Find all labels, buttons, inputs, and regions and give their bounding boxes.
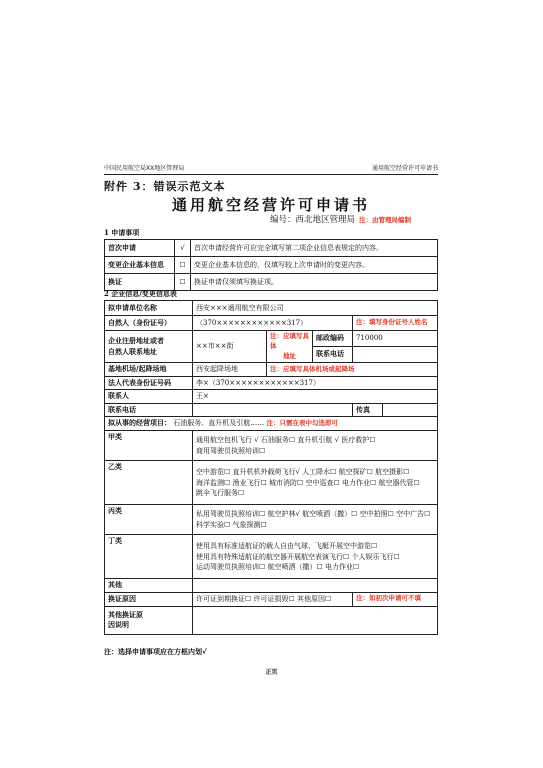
option-line[interactable]: 空中游览☐ 直升机机外载荷飞行√ 人工降水☐ 航空探矿☐ 航空摄影☐ bbox=[196, 468, 410, 476]
table-row bbox=[105, 331, 438, 347]
contact-label: 联系人 bbox=[105, 390, 193, 404]
other-label: 其他 bbox=[105, 579, 193, 593]
section2-title: 2 企业信息/变更信息表 bbox=[104, 289, 177, 298]
table-row bbox=[105, 316, 438, 331]
item-text: 变更企业基本信息的，仅填写较上次申请时的变更内容。 bbox=[191, 257, 438, 274]
legal-label: 法人代表身份证号码 bbox=[105, 376, 193, 390]
document-number-note: 注：由管理局编制 bbox=[359, 216, 412, 224]
class-a-label: 甲类 bbox=[105, 431, 193, 461]
table-row bbox=[105, 376, 438, 390]
renew-label: 换证原因 bbox=[105, 592, 193, 606]
item-label: 换证 bbox=[105, 274, 175, 291]
scope-row bbox=[105, 417, 438, 431]
item-checkbox[interactable]: ☐ bbox=[175, 274, 191, 291]
table-row bbox=[105, 257, 438, 274]
address-note-line: 地址 bbox=[283, 351, 296, 360]
person-label: 自然人（身份证号） bbox=[105, 316, 193, 331]
applicant-label: 拟申请单位名称 bbox=[105, 301, 193, 316]
class-d-label: 丁类 bbox=[105, 535, 193, 579]
table-row bbox=[105, 606, 438, 634]
option-line[interactable]: 通用航空包机飞行 √ 石油服务☐ 直升机引航 √ 医疗救护☐ bbox=[196, 436, 376, 445]
scope-value[interactable]: 石油服务、直升机及引航…… bbox=[173, 419, 265, 428]
item-text: 首次申请经营许可应完全填写第二项企业信息表规定的内容。 bbox=[191, 240, 438, 257]
address-label bbox=[105, 331, 193, 363]
table-row bbox=[105, 535, 438, 579]
renew-options[interactable]: 许可证到期换证☐ 许可证损毁☐ 其他原因☐ bbox=[193, 592, 353, 606]
table-row bbox=[105, 431, 438, 461]
enterprise-info-table bbox=[104, 300, 438, 635]
application-items-table bbox=[104, 239, 438, 291]
address-note-line: 注：应填写具体 bbox=[270, 332, 309, 350]
class-b-label: 乙类 bbox=[105, 461, 193, 505]
section1-title: 1 申请事项 bbox=[104, 228, 140, 237]
person-value[interactable]: （370××××××××××××317） bbox=[193, 316, 353, 331]
class-c-options[interactable] bbox=[193, 505, 438, 535]
option-line[interactable]: 私用驾驶员执照培训☐ 航空护林√ 航空喷洒（撒）☐ 空中拍照☐ 空中广告☐ bbox=[196, 510, 431, 519]
renew-note: 注：如初次申请可不填 bbox=[353, 592, 438, 606]
table-row bbox=[105, 363, 438, 377]
phone-value[interactable] bbox=[353, 347, 438, 363]
contact-phone-value[interactable] bbox=[193, 403, 353, 417]
base-label: 基地机场/起降场地 bbox=[105, 363, 193, 377]
scope-note: 注：只需在表中勾选即可 bbox=[266, 419, 338, 428]
renew-other-value[interactable] bbox=[193, 606, 438, 634]
item-checkbox[interactable]: √ bbox=[175, 240, 191, 257]
option-line[interactable]: 使用具有标准适航证的载人自由气球、飞艇开展空中游览☐ bbox=[196, 542, 378, 550]
header-left: 中国民用航空局XX地区管理局 bbox=[104, 165, 185, 172]
option-line[interactable]: 跳伞飞行服务☐ bbox=[196, 489, 245, 497]
page-label: 正页 bbox=[265, 669, 278, 676]
scope-label: 拟从事的经营项目： bbox=[108, 418, 171, 428]
option-line[interactable]: 使用具有特殊适航证的航空器开展航空表演飞行☐ 个人娱乐飞行☐ bbox=[196, 552, 400, 561]
attachment-title: 附件 3：错误示范文本 bbox=[104, 180, 226, 193]
class-d-options[interactable] bbox=[193, 535, 438, 579]
address-label-line: 企业注册地址或者 bbox=[108, 336, 164, 346]
postcode-label: 邮政编码 bbox=[313, 331, 353, 347]
other-value[interactable] bbox=[193, 579, 438, 593]
header-right: 通用航空经营许可申请书 bbox=[371, 165, 438, 172]
class-c-label: 丙类 bbox=[105, 505, 193, 535]
table-row bbox=[105, 403, 438, 417]
table-row bbox=[105, 505, 438, 535]
item-label: 首次申请 bbox=[105, 240, 175, 257]
renew-other-label bbox=[105, 606, 193, 634]
renew-other-label-line: 因说明 bbox=[108, 620, 129, 630]
legal-value[interactable]: 李×（370××××××××××××317） bbox=[193, 376, 438, 390]
table-row bbox=[105, 417, 438, 431]
person-note: 注：填写身份证号人姓名 bbox=[353, 316, 438, 331]
applicant-value[interactable]: 西安×××通用航空有限公司 bbox=[193, 301, 438, 316]
address-label-line: 自然人联系地址 bbox=[108, 346, 157, 356]
document-title: 通用航空经营许可申请书 bbox=[171, 196, 370, 214]
item-text: 换证申请仅须填写换证项。 bbox=[191, 274, 438, 291]
option-line[interactable]: 海洋监测☐ 渔业飞行☐ 城市消防☐ 空中巡查☐ 电力作业☐ 航空器代管☐ bbox=[196, 478, 420, 487]
fax-value[interactable] bbox=[383, 403, 438, 417]
postcode-value[interactable]: 710000 bbox=[353, 331, 438, 347]
table-row bbox=[105, 390, 438, 404]
class-a-options[interactable] bbox=[193, 431, 438, 461]
phone-label: 联系电话 bbox=[313, 347, 353, 363]
table-row bbox=[105, 592, 438, 606]
page-header bbox=[104, 164, 438, 175]
fax-label: 传真 bbox=[353, 403, 383, 417]
table-row bbox=[105, 301, 438, 316]
footnote: 注：选择申请事项应在方框内划√ bbox=[104, 648, 207, 656]
address-note bbox=[267, 331, 313, 363]
item-checkbox[interactable]: ☐ bbox=[175, 257, 191, 274]
option-line[interactable]: 商用驾驶员执照培训☐ bbox=[196, 446, 266, 455]
document-number bbox=[270, 213, 411, 225]
table-row bbox=[105, 240, 438, 257]
base-value[interactable]: 西安起降场地 bbox=[193, 363, 267, 377]
contact-phone-label: 联系电话 bbox=[105, 403, 193, 417]
table-row bbox=[105, 274, 438, 291]
base-note: 注：应填写具体机场或起降场 bbox=[267, 363, 438, 377]
table-row bbox=[105, 461, 438, 505]
option-line[interactable]: 运动驾驶员执照培训☐ 航空喷洒（撒）☐ 电力作业☐ bbox=[196, 563, 360, 571]
renew-other-label-line: 其他换证原 bbox=[108, 609, 143, 619]
option-line[interactable]: 科学实验☐ 气象探测☐ bbox=[196, 520, 267, 529]
contact-value[interactable]: 王× bbox=[193, 390, 438, 404]
class-b-options[interactable] bbox=[193, 461, 438, 505]
document-number-label: 编号：西北地区管理局 bbox=[270, 215, 356, 225]
table-row bbox=[105, 579, 438, 593]
address-value[interactable]: ××市××街 bbox=[193, 331, 267, 363]
item-label: 变更企业基本信息 bbox=[105, 257, 175, 274]
